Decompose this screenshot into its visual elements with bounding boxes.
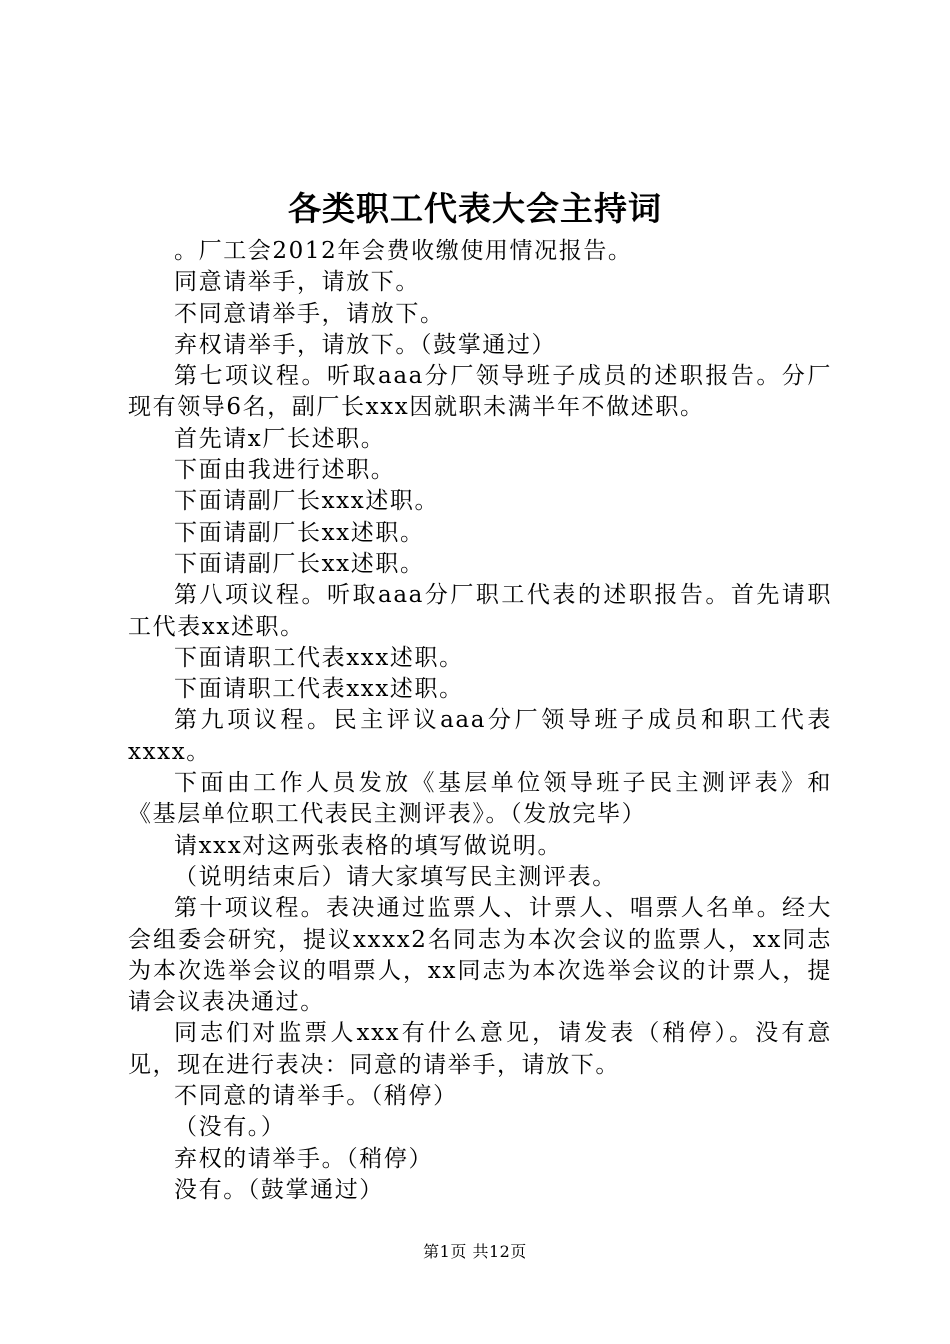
paragraph: （说明结束后）请大家填写民主测评表。 [174,863,617,890]
paragraph: 同志们对监票人xxx有什么意见，请发表（稍停）。没有意见，现在进行表决：同意的请举手，请放下。 [128,1020,832,1078]
paragraph: 弃权请举手，请放下。（鼓掌通过） [174,331,557,358]
page-footer: 第1页 共12页 [423,1242,527,1261]
paragraph: 下面请职工代表xxx述职。 [174,676,464,703]
paragraph: 下面请副厂长xxx述职。 [174,488,440,515]
paragraph: 弃权的请举手。（稍停） [174,1145,434,1172]
paragraph: 。厂工会2012年会费收缴使用情况报告。 [174,238,633,264]
paragraph: （没有。） [174,1114,286,1141]
paragraph: 下面请副厂长xx述职。 [174,550,425,577]
paragraph: 下面请职工代表xxx述职。 [174,644,464,671]
document-body [128,236,832,1206]
paragraph: 没有。（鼓掌通过） [174,1176,384,1203]
document-title: 各类职工代表大会主持词 [288,189,662,228]
paragraph: 下面由工作人员发放《基层单位领导班子民主测评表》和《基层单位职工代表民主测评表》。（发放完毕） [128,770,832,828]
paragraph: 不同意请举手，请放下。 [174,300,445,327]
paragraph: 下面由我进行述职。 [174,457,396,484]
paragraph: 第十项议程。表决通过监票人、计票人、唱票人名单。经大会组委会研究，提议xxxx2名同志为本次会议的监票人，xx同志为本次选举会议的唱票人，xx同志为本次选举会议的计票人，提请会议表决通过。 [128,895,832,1016]
paragraph: 第八项议程。听取aaa分厂职工代表的述职报告。首先请职工代表xx述职。 [128,582,832,640]
paragraph: 第七项议程。听取aaa分厂领导班子成员的述职报告。分厂现有领导6名，副厂长xxx因就职未满半年不做述职。 [128,363,832,421]
paragraph: 不同意的请举手。（稍停） [174,1083,458,1110]
paragraph: 首先请x厂长述职。 [174,425,386,452]
paragraph: 第九项议程。民主评议aaa分厂领导班子成员和职工代表xxxx。 [128,707,832,765]
paragraph: 同意请举手，请放下。 [174,269,420,296]
paragraph: 下面请副厂长xx述职。 [174,519,425,546]
paragraph: 请xxx对这两张表格的填写做说明。 [174,832,563,859]
